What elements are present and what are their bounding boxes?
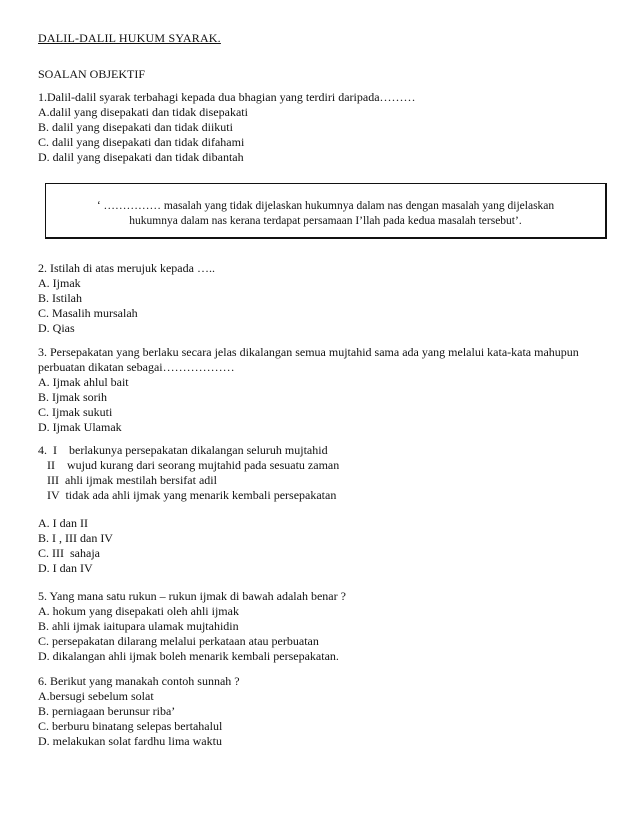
option-c: C. persepakatan dilarang melalui perkataan atau perbuatan [38, 634, 319, 648]
section-heading: SOALAN OBJEKTIF [38, 67, 146, 81]
passage-line-2: hukumnya dalam nas kerana terdapat persamaan I’llah pada kedua masalah tersebut’. [129, 215, 522, 227]
question-stem: 5. Yang mana satu rukun – rukun ijmak di bawah adalah benar ? [38, 589, 346, 603]
option-b: B. perniagaan berunsur riba’ [38, 704, 176, 718]
question-stem: 3. Persepakatan yang berlaku secara jelas dikalangan semua mujtahid sama ada yang melalui kata-kata mahupun perbuatan dikatan sebagai……………… [38, 345, 579, 374]
option-a: A. Ijmak ahlul bait [38, 375, 129, 389]
option-a: A. hokum yang disepakati oleh ahli ijmak [38, 604, 239, 618]
question-2 [38, 261, 618, 336]
option-a: A.dalil yang disepakati dan tidak disepakati [38, 105, 248, 119]
option-d: D. dalil yang disepakati dan tidak dibantah [38, 150, 244, 164]
option-c: C. Masalih mursalah [38, 306, 138, 320]
option-c: C. dalil yang disepakati dan tidak difahami [38, 135, 245, 149]
option-d: D. dikalangan ahli ijmak boleh menarik kembali persepakatan. [38, 649, 339, 663]
option-b: B. dalil yang disepakati dan tidak diikuti [38, 120, 233, 134]
option-c: C. Ijmak sukuti [38, 405, 113, 419]
option-a: A. Ijmak [38, 276, 81, 290]
statement-4: IV tidak ada ahli ijmak yang menarik kembali persepakatan [38, 488, 337, 502]
document-title: DALIL-DALIL HUKUM SYARAK. [38, 31, 221, 45]
option-a: A.bersugi sebelum solat [38, 689, 154, 703]
question-6 [38, 674, 618, 749]
option-d: D. I dan IV [38, 561, 93, 575]
option-d: D. Qias [38, 321, 75, 335]
question-4 [38, 443, 618, 503]
statement-3: III ahli ijmak mestilah bersifat adil [38, 473, 217, 487]
question-1 [38, 90, 618, 165]
question-3 [38, 345, 618, 435]
option-b: B. Istilah [38, 291, 82, 305]
passage-box [45, 183, 607, 239]
option-c: C. berburu binatang selepas bertahalul [38, 719, 223, 733]
question-5 [38, 589, 618, 664]
option-d: D. melakukan solat fardhu lima waktu [38, 734, 222, 748]
option-b: B. I , III dan IV [38, 531, 113, 545]
option-c: C. III sahaja [38, 546, 100, 560]
question-stem: 2. Istilah di atas merujuk kepada ….. [38, 261, 215, 275]
option-b: B. Ijmak sorih [38, 390, 107, 404]
question-stem: 1.Dalil-dalil syarak terbahagi kepada dua bhagian yang terdiri daripada……… [38, 90, 416, 104]
question-4-options [38, 516, 618, 576]
question-stem: 6. Berikut yang manakah contoh sunnah ? [38, 674, 240, 688]
option-d: D. Ijmak Ulamak [38, 420, 122, 434]
statement-1: 4. I berlakunya persepakatan dikalangan seluruh mujtahid [38, 443, 328, 457]
passage-line-1: ‘ …………… masalah yang tidak dijelaskan hukumnya dalam nas dengan masalah yang dijelaskan [96, 200, 555, 212]
option-a: A. I dan II [38, 516, 88, 530]
option-b: B. ahli ijmak iaitupara ulamak mujtahidin [38, 619, 239, 633]
statement-2: II wujud kurang dari seorang mujtahid pada sesuatu zaman [38, 458, 340, 472]
